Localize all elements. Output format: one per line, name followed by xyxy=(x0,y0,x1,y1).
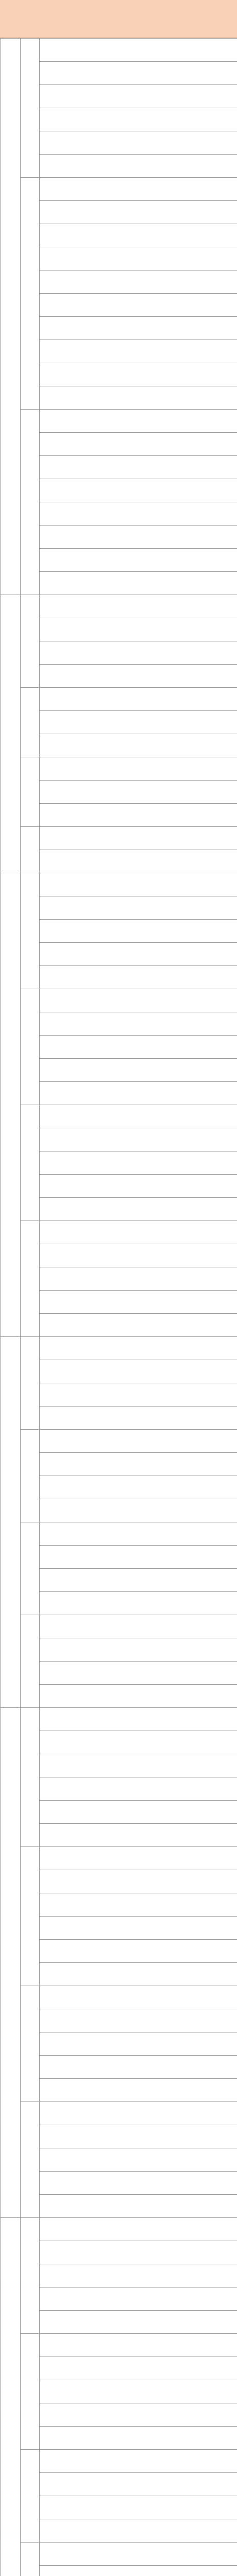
area-cell xyxy=(40,665,237,688)
area-cell xyxy=(40,363,237,386)
table-row xyxy=(1,989,237,1012)
table-row xyxy=(1,827,237,850)
area-cell xyxy=(40,2311,237,2334)
table-row xyxy=(1,1105,237,1128)
table-row xyxy=(1,1522,237,1546)
city-cell xyxy=(21,2218,40,2334)
area-cell xyxy=(40,1893,237,1917)
area-cell xyxy=(40,1291,237,1314)
area-cell xyxy=(40,2287,237,2311)
table-row xyxy=(1,2334,237,2357)
area-cell xyxy=(40,2102,237,2125)
area-cell xyxy=(40,410,237,433)
area-cell xyxy=(40,1337,237,1360)
area-cell xyxy=(40,989,237,1012)
province-cell xyxy=(1,1708,21,2218)
area-cell xyxy=(40,1175,237,1198)
area-cell xyxy=(40,62,237,85)
area-cell xyxy=(40,1731,237,1754)
table-row xyxy=(1,1615,237,1638)
area-cell xyxy=(40,2496,237,2519)
city-cell xyxy=(21,1221,40,1337)
area-cell xyxy=(40,502,237,526)
city-cell xyxy=(21,827,40,873)
area-cell xyxy=(40,2172,237,2195)
area-cell xyxy=(40,1940,237,1963)
area-cell xyxy=(40,850,237,873)
city-cell xyxy=(21,1986,40,2102)
area-cell xyxy=(40,688,237,711)
area-cell xyxy=(40,2403,237,2427)
area-cell xyxy=(40,2380,237,2403)
table-row xyxy=(1,1337,237,1360)
area-cell xyxy=(40,1662,237,1685)
area-cell xyxy=(40,1244,237,1267)
area-cell xyxy=(40,1476,237,1499)
area-cell xyxy=(40,2056,237,2079)
area-cell xyxy=(40,1615,237,1638)
area-cell xyxy=(40,943,237,966)
area-cell xyxy=(40,1360,237,1383)
area-cell xyxy=(40,456,237,479)
area-cell xyxy=(40,1917,237,1940)
area-cell xyxy=(40,224,237,247)
table-row xyxy=(1,595,237,618)
city-cell xyxy=(21,989,40,1105)
area-cell xyxy=(40,1267,237,1291)
city-cell xyxy=(21,1708,40,1847)
table-row xyxy=(1,2543,237,2566)
table-row xyxy=(1,1430,237,1453)
city-cell xyxy=(21,2334,40,2450)
area-cell xyxy=(40,270,237,294)
area-cell xyxy=(40,920,237,943)
area-cell xyxy=(40,294,237,317)
area-cell xyxy=(40,804,237,827)
area-cell xyxy=(40,247,237,270)
area-cell xyxy=(40,2195,237,2218)
province-cell xyxy=(1,1337,21,1708)
area-cell xyxy=(40,1638,237,1662)
city-cell xyxy=(21,1337,40,1430)
area-cell xyxy=(40,966,237,989)
area-cell xyxy=(40,2148,237,2172)
area-cell xyxy=(40,2079,237,2102)
document-header xyxy=(0,0,237,38)
province-cell xyxy=(1,595,21,873)
city-cell xyxy=(21,688,40,757)
area-cell xyxy=(40,1801,237,1824)
area-cell xyxy=(40,827,237,850)
area-cell xyxy=(40,1824,237,1847)
area-cell xyxy=(40,1522,237,1546)
area-cell xyxy=(40,1198,237,1221)
area-cell xyxy=(40,155,237,178)
area-cell xyxy=(40,641,237,665)
area-cell xyxy=(40,1314,237,1337)
area-cell xyxy=(40,386,237,410)
area-cell xyxy=(40,2264,237,2287)
area-cell xyxy=(40,433,237,456)
city-cell xyxy=(21,1847,40,1986)
area-cell xyxy=(40,1406,237,1430)
area-cell xyxy=(40,2450,237,2473)
table-row xyxy=(1,1708,237,1731)
area-cell xyxy=(40,2427,237,2450)
city-cell xyxy=(21,410,40,595)
area-cell xyxy=(40,1777,237,1801)
area-cell xyxy=(40,1708,237,1731)
area-cell xyxy=(40,1592,237,1615)
area-cell xyxy=(40,108,237,131)
area-cell xyxy=(40,711,237,734)
area-cell xyxy=(40,1105,237,1128)
province-cell xyxy=(1,873,21,1337)
city-cell xyxy=(21,2102,40,2218)
area-cell xyxy=(40,1012,237,1036)
area-cell xyxy=(40,1059,237,1082)
area-cell xyxy=(40,2125,237,2148)
city-cell xyxy=(21,1615,40,1708)
area-cell xyxy=(40,618,237,641)
area-cell xyxy=(40,1754,237,1777)
area-cell xyxy=(40,1151,237,1175)
table-row xyxy=(1,757,237,781)
area-cell xyxy=(40,896,237,920)
city-cell xyxy=(21,178,40,410)
area-cell xyxy=(40,85,237,108)
city-cell xyxy=(21,873,40,989)
area-cell xyxy=(40,549,237,572)
area-cell xyxy=(40,1082,237,1105)
area-cell xyxy=(40,572,237,595)
city-cell xyxy=(21,595,40,688)
area-cell xyxy=(40,1986,237,2009)
area-cell xyxy=(40,1036,237,1059)
area-cell xyxy=(40,2009,237,2032)
area-cell xyxy=(40,39,237,62)
area-cell xyxy=(40,1430,237,1453)
area-cell xyxy=(40,1963,237,1986)
region-table xyxy=(0,38,237,2576)
area-cell xyxy=(40,1453,237,1476)
area-cell xyxy=(40,1128,237,1151)
table-row xyxy=(1,1986,237,2009)
province-cell xyxy=(1,39,21,595)
table-row xyxy=(1,2218,237,2241)
city-cell xyxy=(21,1430,40,1522)
area-cell xyxy=(40,1569,237,1592)
area-cell xyxy=(40,479,237,502)
area-cell xyxy=(40,757,237,781)
area-cell xyxy=(40,340,237,363)
table-row xyxy=(1,39,237,62)
city-cell xyxy=(21,1105,40,1221)
table-row xyxy=(1,2450,237,2473)
area-cell xyxy=(40,2543,237,2566)
table-row xyxy=(1,1221,237,1244)
city-cell xyxy=(21,2450,40,2543)
area-cell xyxy=(40,734,237,757)
area-cell xyxy=(40,595,237,618)
area-cell xyxy=(40,2241,237,2264)
area-cell xyxy=(40,2473,237,2496)
city-cell xyxy=(21,1522,40,1615)
area-cell xyxy=(40,873,237,896)
area-cell xyxy=(40,2334,237,2357)
area-cell xyxy=(40,1383,237,1406)
city-cell xyxy=(21,39,40,178)
area-cell xyxy=(40,2566,237,2576)
area-cell xyxy=(40,2218,237,2241)
table-row xyxy=(1,2102,237,2125)
region-table-body xyxy=(1,39,237,2576)
area-cell xyxy=(40,781,237,804)
city-cell xyxy=(21,2543,40,2576)
area-cell xyxy=(40,526,237,549)
area-cell xyxy=(40,178,237,201)
table-row xyxy=(1,873,237,896)
area-cell xyxy=(40,2519,237,2543)
area-cell xyxy=(40,2032,237,2056)
area-cell xyxy=(40,1221,237,1244)
table-row xyxy=(1,688,237,711)
area-cell xyxy=(40,1685,237,1708)
area-cell xyxy=(40,1847,237,1870)
area-cell xyxy=(40,201,237,224)
area-cell xyxy=(40,1499,237,1522)
table-row xyxy=(1,1847,237,1870)
province-cell xyxy=(1,2218,21,2576)
area-cell xyxy=(40,1546,237,1569)
city-cell xyxy=(21,757,40,827)
area-cell xyxy=(40,317,237,340)
table-row xyxy=(1,178,237,201)
area-cell xyxy=(40,131,237,155)
area-cell xyxy=(40,2357,237,2380)
area-cell xyxy=(40,1870,237,1893)
table-row xyxy=(1,410,237,433)
